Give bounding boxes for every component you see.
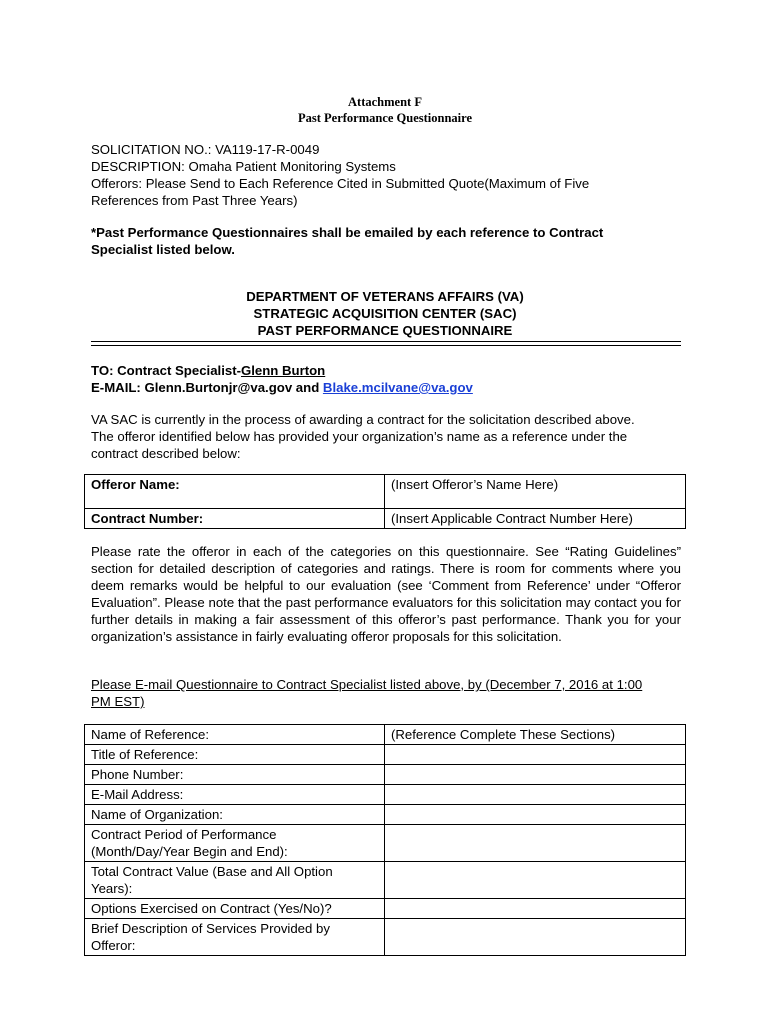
contract-value-line-2: Years):: [91, 881, 133, 896]
center-heading: STRATEGIC ACQUISITION CENTER (SAC): [253, 306, 517, 321]
intro-line-3: contract described below:: [91, 446, 241, 461]
contract-value-value[interactable]: [385, 862, 686, 899]
deadline-line-1: Please E-mail Questionnaire to Contract Specialist listed above, by (December 7, 2016 at 1:00: [91, 677, 643, 692]
table-row: [85, 475, 686, 509]
services-line-2: Offeror:: [91, 938, 136, 953]
to-line: [91, 362, 325, 379]
reference-note[interactable]: (Reference Complete These Sections): [385, 725, 686, 745]
period-of-performance-label: [85, 825, 385, 862]
table-row: [85, 805, 686, 825]
email-address-label: E-Mail Address:: [85, 785, 385, 805]
email-prefix: E-MAIL: Glenn.Burtonjr@va.gov and: [91, 380, 323, 395]
to-prefix: TO: Contract Specialist-: [91, 363, 241, 378]
email-notice: *Past Performance Questionnaires shall be emailed by each reference to Contract: [91, 225, 604, 240]
table-row: [85, 785, 686, 805]
reference-title-label: Title of Reference:: [85, 745, 385, 765]
offerors-instructions: Offerors: Please Send to Each Reference Cited in Submitted Quote(Maximum of Five: [91, 176, 590, 191]
organization-value[interactable]: [385, 805, 686, 825]
solicitation-number: SOLICITATION NO.: VA119-17-R-0049: [91, 142, 320, 157]
rating-instructions: Please rate the offeror in each of the categories on this questionnaire. See “Rating Guidelines” section for detailed description of categories and ratings. There is room for comments where you deem remarks would be helpful to our evaluation (see ‘Comment from Reference’ under “Offeror Evaluation”. Please note that the past performance evaluators for this solicitation may contact you for further details in making a fair assessment of this offeror’s past performance. Thank you for your organization’s assistance in fairly evaluating offeror proposals for this solicitation.: [91, 544, 681, 644]
email-address-value[interactable]: [385, 785, 686, 805]
table-row: [85, 862, 686, 899]
solicitation-description: DESCRIPTION: Omaha Patient Monitoring Systems: [91, 159, 396, 174]
options-exercised-label: Options Exercised on Contract (Yes/No)?: [85, 899, 385, 919]
offerors-instructions-cont: References from Past Three Years): [91, 193, 298, 208]
document-subtitle: Past Performance Questionnaire: [297, 111, 473, 125]
deadline-line-2: PM EST): [91, 694, 145, 709]
period-label-line-1: Contract Period of Performance: [91, 827, 277, 842]
reference-table: [84, 724, 686, 956]
services-description-label: [85, 919, 385, 956]
intro-line-2: The offeror identified below has provided your organization’s name as a reference under the: [91, 429, 628, 444]
contract-value-label: [85, 862, 385, 899]
offeror-name-value[interactable]: (Insert Offeror’s Name Here): [385, 475, 686, 509]
intro-line-1: VA SAC is currently in the process of awarding a contract for the solicitation described above.: [91, 412, 635, 427]
contract-value-line-1: Total Contract Value (Base and All Option: [91, 864, 333, 879]
contract-specialist-name: Glenn Burton: [240, 363, 326, 378]
period-of-performance-value[interactable]: [385, 825, 686, 862]
contract-number-label: Contract Number:: [85, 509, 385, 529]
attachment-title: Attachment F: [348, 95, 422, 109]
phone-number-label: Phone Number:: [85, 765, 385, 785]
offeror-table: [84, 474, 686, 529]
services-description-value[interactable]: [385, 919, 686, 956]
table-row: [85, 825, 686, 862]
reference-name-label: Name of Reference:: [85, 725, 385, 745]
contract-number-value[interactable]: (Insert Applicable Contract Number Here): [385, 509, 686, 529]
heading-divider: [91, 341, 681, 346]
phone-number-value[interactable]: [385, 765, 686, 785]
email-line: [91, 379, 473, 396]
table-row: [85, 745, 686, 765]
department-heading: DEPARTMENT OF VETERANS AFFAIRS (VA): [246, 289, 524, 304]
table-row: [85, 725, 686, 745]
table-row: [85, 919, 686, 956]
offeror-name-label: Offeror Name:: [85, 475, 385, 509]
services-line-1: Brief Description of Services Provided by: [91, 921, 330, 936]
table-row: [85, 899, 686, 919]
organization-label: Name of Organization:: [85, 805, 385, 825]
reference-title-value[interactable]: [385, 745, 686, 765]
table-row: [85, 765, 686, 785]
period-label-line-2: (Month/Day/Year Begin and End):: [91, 844, 288, 859]
options-exercised-value[interactable]: [385, 899, 686, 919]
table-row: [85, 509, 686, 529]
email-link[interactable]: Blake.mcilvane@va.gov: [322, 380, 473, 395]
email-notice-cont: Specialist listed below.: [91, 242, 235, 257]
questionnaire-heading: PAST PERFORMANCE QUESTIONNAIRE: [257, 323, 513, 338]
